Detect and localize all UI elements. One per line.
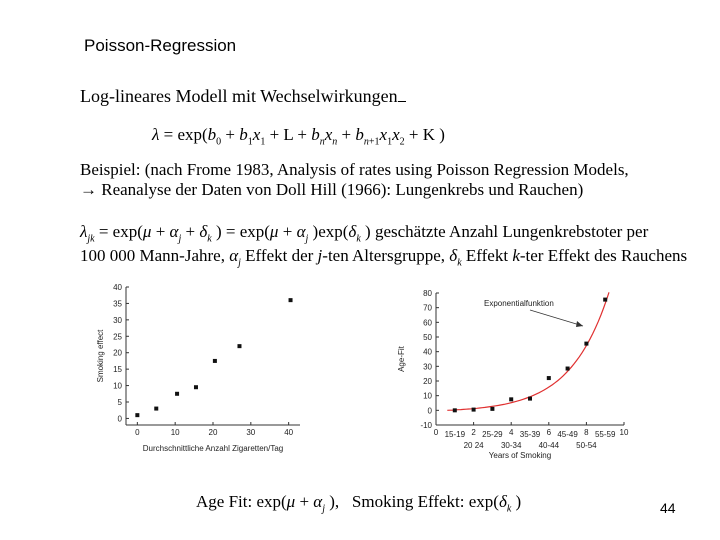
y-tick-label: 15 [113, 365, 122, 375]
y-tick-label: 10 [423, 391, 432, 401]
y-axis-label: Age-Fit [397, 346, 406, 372]
x-tick-label: 40 [284, 428, 294, 437]
x-axis-label: Years of Smoking [488, 451, 552, 460]
slide-title: Poisson-Regression [84, 36, 237, 55]
model-formula: $\lambda_{jk} = \exp(\mu + \alpha_j + \delta_k$ ) = $\exp(\mu + \alpha_j$ )$\exp(\delta_k$ ) [80, 222, 371, 245]
y-tick-label: 40 [423, 347, 432, 357]
y-axis-label: Smoking effect [96, 329, 105, 383]
x-axis-label: Durchschnittliche Anzahl Zigaretten/Tag [142, 444, 284, 453]
y-tick-label: 0 [117, 414, 122, 424]
smoking-effect-chart [96, 283, 300, 453]
y-tick-label: 10 [113, 381, 122, 391]
data-point [490, 407, 494, 411]
age-fit-chart [397, 289, 629, 460]
example-line-2: → Reanalyse der Daten von Doll Hill (1966): Lungenkrebs und Rauchen) [80, 180, 584, 199]
y-tick-label: 40 [113, 283, 122, 292]
exponential-fit-curve [447, 292, 609, 410]
y-tick-label: 30 [423, 362, 432, 372]
age-group-label: 25-29 [482, 430, 503, 439]
age-group-label: 45-49 [557, 430, 578, 439]
data-point [175, 392, 179, 396]
data-point [194, 385, 198, 389]
age-group-label: 15-19 [444, 430, 466, 439]
x-tick-label: 2 [471, 428, 476, 437]
x-tick-label: 8 [584, 428, 589, 437]
annotation-arrowhead [576, 321, 583, 327]
data-point [453, 408, 457, 412]
model-description-1: geschätzte Anzahl Lungenkrebstoter per [374, 222, 649, 241]
x-tick-label: 30 [246, 428, 256, 437]
model-description-line-2: 100 000 Mann-Jahre, $\alpha_j$ Effekt der j-ten Altersgruppe, $\delta_k$ Effekt k-ter Effekt des Rauchens [80, 246, 688, 269]
age-group-label: 50-54 [576, 441, 597, 450]
data-point [509, 397, 513, 401]
data-point [154, 407, 158, 411]
y-tick-label: 5 [117, 398, 122, 407]
data-point [135, 413, 139, 417]
data-point [472, 408, 476, 412]
y-tick-label: 50 [423, 333, 432, 342]
data-point [528, 397, 532, 401]
age-group-label: 30-34 [500, 441, 522, 450]
x-tick-label: 6 [546, 428, 552, 437]
data-point [584, 342, 588, 346]
y-tick-label: -10 [420, 421, 432, 430]
y-tick-label: 60 [423, 318, 432, 328]
age-group-label: 40-44 [538, 441, 560, 450]
data-point [237, 344, 241, 348]
model-formula-general: $\lambda = \exp(b_0 + b_1x_1 + L + b_nx_n + b_{n+1}x_1x_2 + K$ ) [152, 125, 445, 148]
age-group-label: 20 24 [463, 441, 484, 450]
data-point [603, 298, 607, 302]
y-tick-label: 25 [113, 332, 122, 342]
x-tick-label: 0 [135, 428, 140, 437]
x-tick-label: 10 [619, 428, 629, 437]
x-tick-label: 10 [170, 428, 180, 437]
curve-annotation: Exponentialfunktion [484, 299, 554, 308]
example-line-1: Beispiel: (nach Frome 1983, Analysis of rates using Poisson Regression Models, [80, 160, 629, 179]
y-tick-label: 80 [423, 289, 432, 298]
annotation-arrow [530, 310, 583, 326]
y-tick-label: 20 [423, 377, 432, 386]
data-point [213, 359, 217, 363]
page-number: 44 [660, 500, 676, 516]
data-point [289, 298, 293, 302]
bottom-formula: Age Fit: $\exp(\mu + \alpha_j$ ), Smoking Effekt: $\exp(\delta_k$ ) [196, 492, 522, 515]
y-tick-label: 20 [113, 348, 122, 358]
y-tick-label: 35 [113, 299, 122, 309]
y-tick-label: 70 [423, 303, 432, 313]
y-tick-label: 0 [427, 406, 432, 416]
section-heading: Log-lineares Modell mit Wechselwirkungen [80, 86, 406, 107]
x-tick-label: 4 [508, 428, 514, 437]
data-point [547, 376, 551, 380]
x-tick-label: 20 [208, 428, 218, 437]
data-point [566, 367, 570, 371]
y-tick-label: 30 [113, 315, 122, 325]
x-tick-label: 0 [433, 428, 439, 437]
age-group-label: 55-59 [594, 430, 616, 439]
age-group-label: 35-39 [519, 430, 541, 439]
